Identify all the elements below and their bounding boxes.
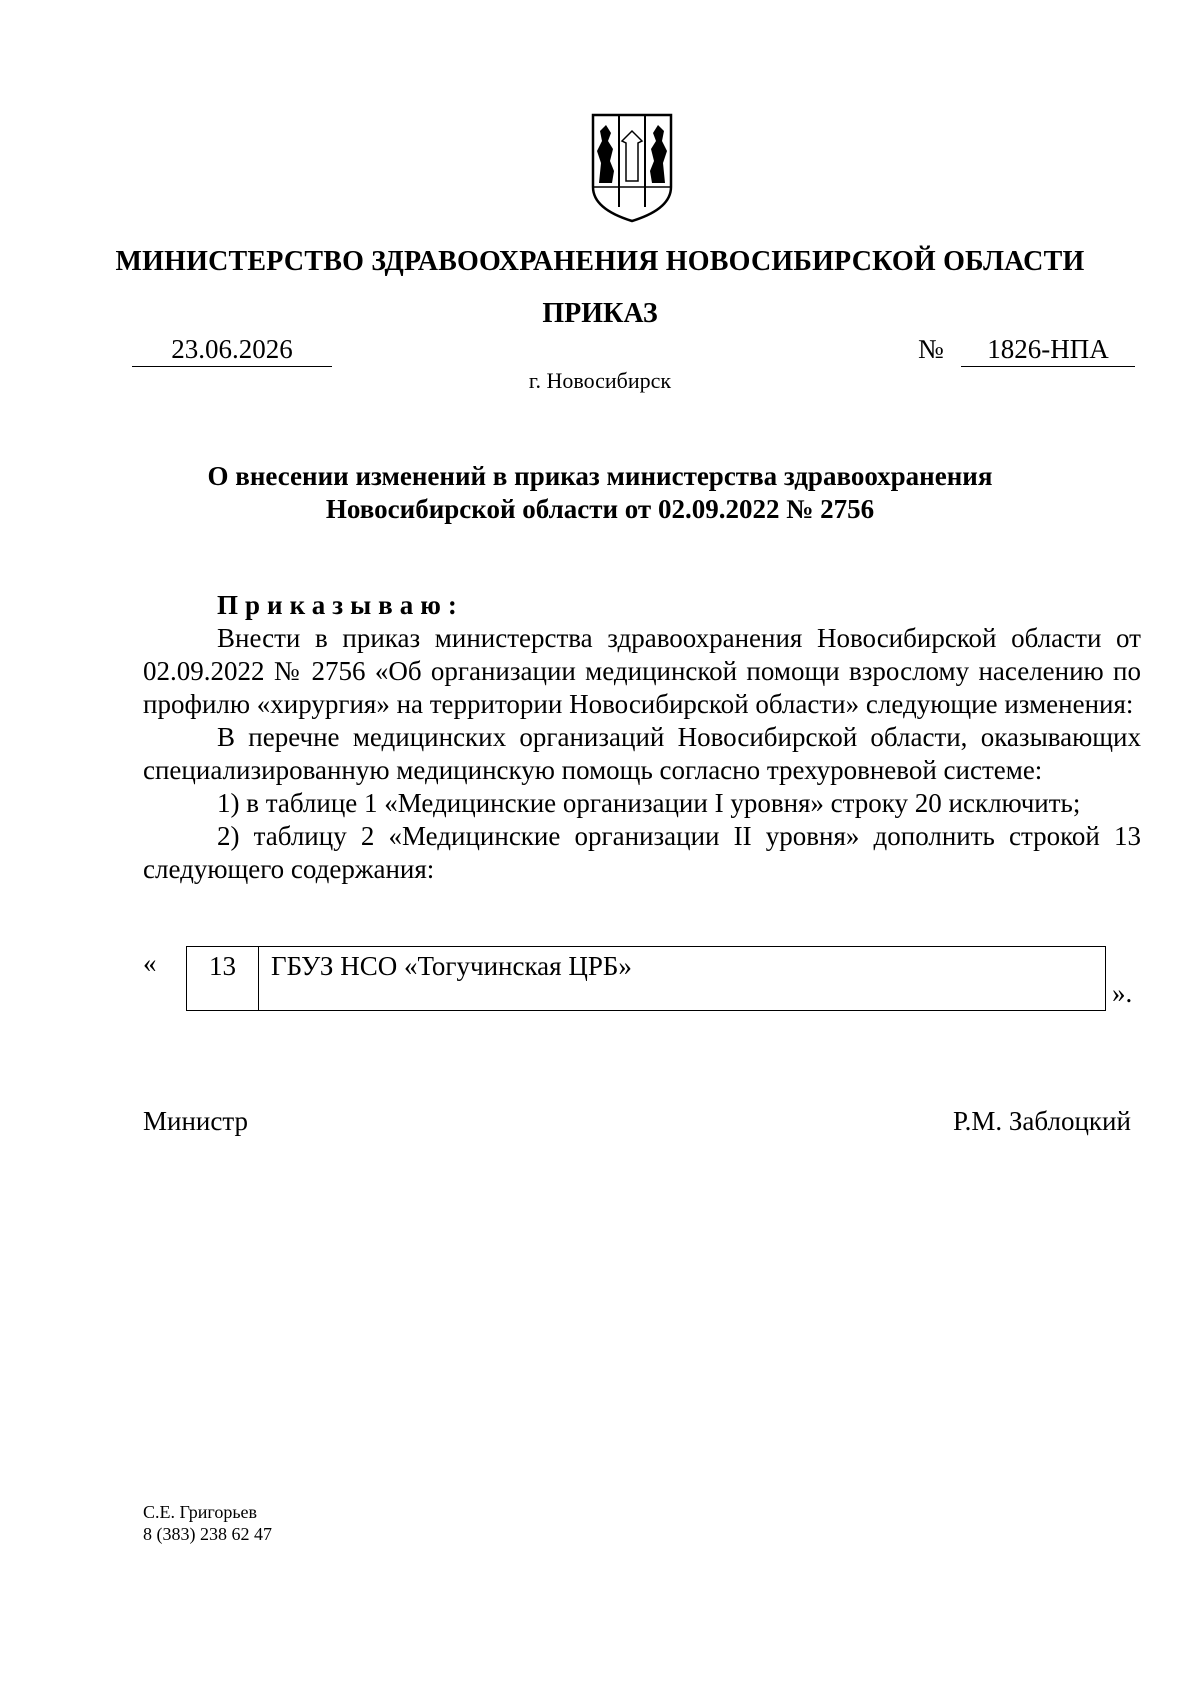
signatory-name: Р.М. Заблоцкий [953,1106,1131,1136]
order-body [143,622,1141,886]
subject-line-1: О внесении изменений в приказ министерства здравоохранения [207,461,993,491]
paragraph: 2) таблицу 2 «Медицинские организации II уровня» дополнить строкой 13 следующего содержания: [143,821,1141,884]
table-cell-number: 13 [187,947,259,1010]
paragraph: В перечне медицинских организаций Новосибирской области, оказывающих специализированную медицинскую помощь согласно трехуровневой системе: [143,722,1141,785]
paragraph: Внести в приказ министерства здравоохранения Новосибирской области от 02.09.2022 № 2756 «Об организации медицинской помощи взрослому населению по профилю «хирургия» на территории Новосибирской области» следующие изменения: [143,623,1141,719]
quote-close: ». [1112,978,1133,1008]
subject-line-2: Новосибирской области от 02.09.2022 № 2756 [325,494,875,524]
executor-name: С.Е. Григорьев [143,1502,258,1522]
insert-table [186,946,1106,1011]
number-sign: № [918,334,944,364]
executor-info [143,1501,272,1545]
ministry-title: МИНИСТЕРСТВО ЗДРАВООХРАНЕНИЯ НОВОСИБИРСКОЙ ОБЛАСТИ [115,246,1085,277]
quote-open: « [143,948,157,978]
city: г. Новосибирск [528,368,672,393]
order-subject [200,460,1000,526]
executor-phone: 8 (383) 238 62 47 [143,1524,272,1544]
order-date: 23.06.2026 [132,334,332,367]
paragraph: 1) в таблице 1 «Медицинские организации I уровня» строку 20 исключить; [217,788,1081,818]
coat-of-arms-icon [589,111,675,223]
table-cell-organization: ГБУЗ НСО «Тогучинская ЦРБ» [271,951,632,981]
document-type: ПРИКАЗ [542,298,658,329]
order-directive: Приказываю: [217,590,464,620]
order-number: 1826-НПА [961,334,1135,367]
signatory-position: Министр [143,1106,248,1136]
